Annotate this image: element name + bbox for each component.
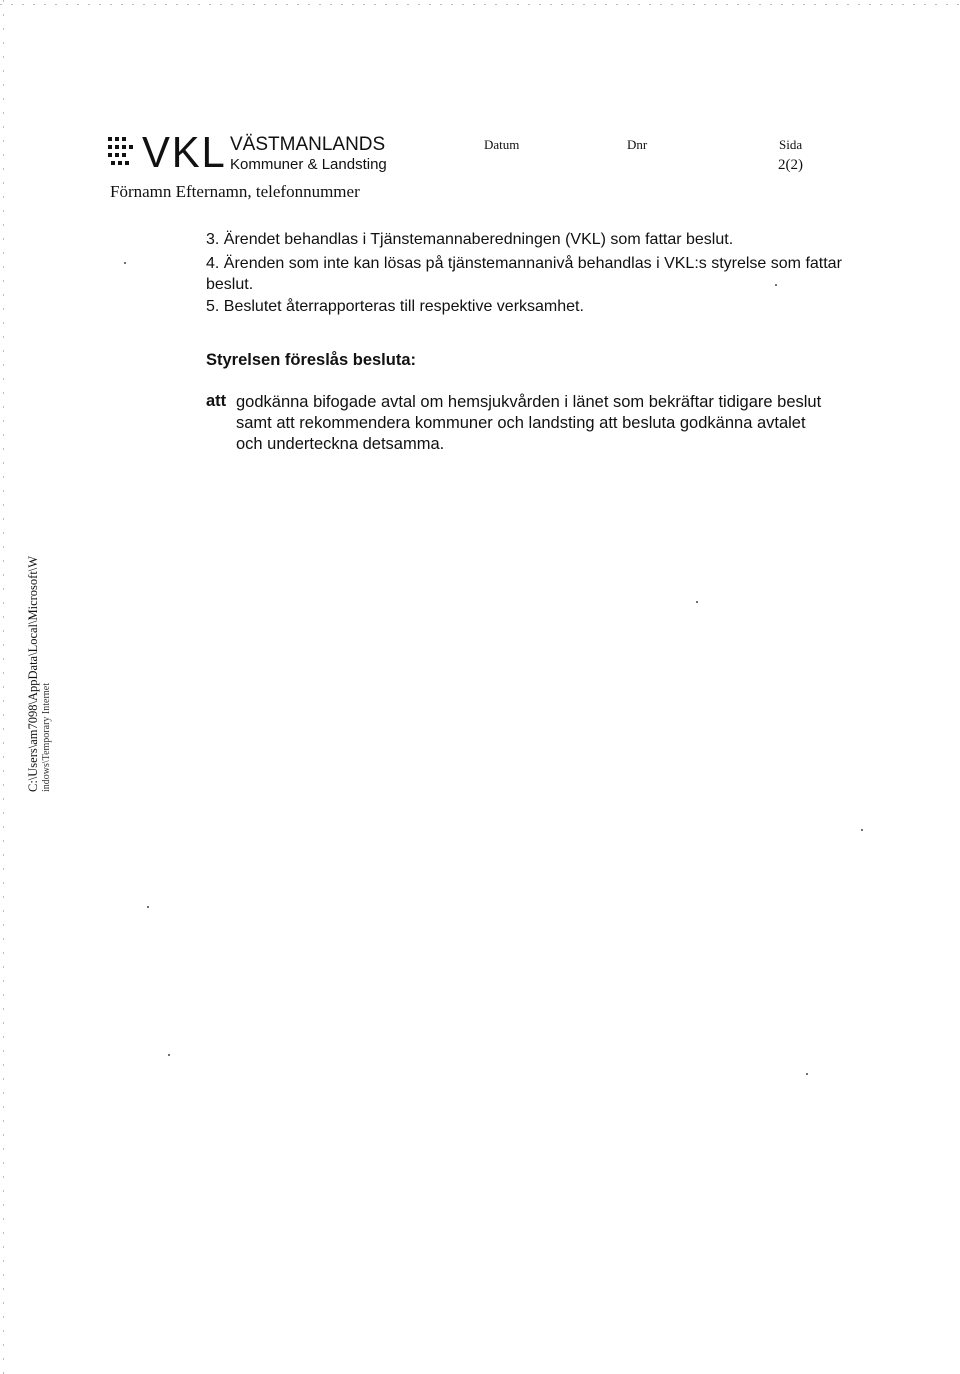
att-label: att [206, 392, 227, 410]
header-sida-label: Sida [779, 137, 803, 152]
side-path-line-2: indows\Temporary Internet [41, 683, 52, 792]
att-text: godkänna bifogade avtal om hemsjukvården i länet som bekräftar tidigare beslut samt att rekommendera kommuner och landsting att besluta godkänna avtalet och underteckna detsamma. [236, 393, 822, 453]
logo-letters: VKL [142, 128, 227, 177]
logo-dots-icon [108, 135, 144, 165]
list-item: 5. Beslutet återrapporteras till respektive verksamhet. [206, 298, 584, 315]
list-item: 3. Ärendet behandlas i Tjänstemannaberedningen (VKL) som fattar beslut. [206, 231, 734, 248]
side-file-path [26, 556, 54, 792]
scan-speck [775, 284, 777, 286]
scan-edge-left [3, 0, 4, 1374]
header-datum-label: Datum [484, 137, 520, 152]
scan-speck [168, 1054, 170, 1056]
header-dnr-label: Dnr [627, 137, 648, 152]
logo-name: VÄSTMANLANDS [230, 134, 386, 155]
proposal-heading: Styrelsen föreslås besluta: [206, 351, 417, 369]
scan-speck [147, 906, 149, 908]
scan-edge-top [0, 4, 960, 5]
scan-speck [124, 262, 126, 264]
author-line: Förnamn Efternamn, telefonnummer [110, 182, 360, 201]
scan-speck [696, 601, 698, 603]
scan-speck [861, 829, 863, 831]
list-item: 4. Ärenden som inte kan lösas på tjänstemannanivå behandlas i VKL:s styrelse som fattar beslut. [206, 255, 842, 293]
header-sida-value: 2(2) [778, 157, 803, 173]
logo-subtitle: Kommuner & Landsting [230, 156, 387, 173]
scan-speck [806, 1073, 808, 1075]
vkl-logo [108, 128, 388, 179]
side-path-line-1: C:\Users\am7098\AppData\Local\Microsoft\W [26, 555, 40, 792]
